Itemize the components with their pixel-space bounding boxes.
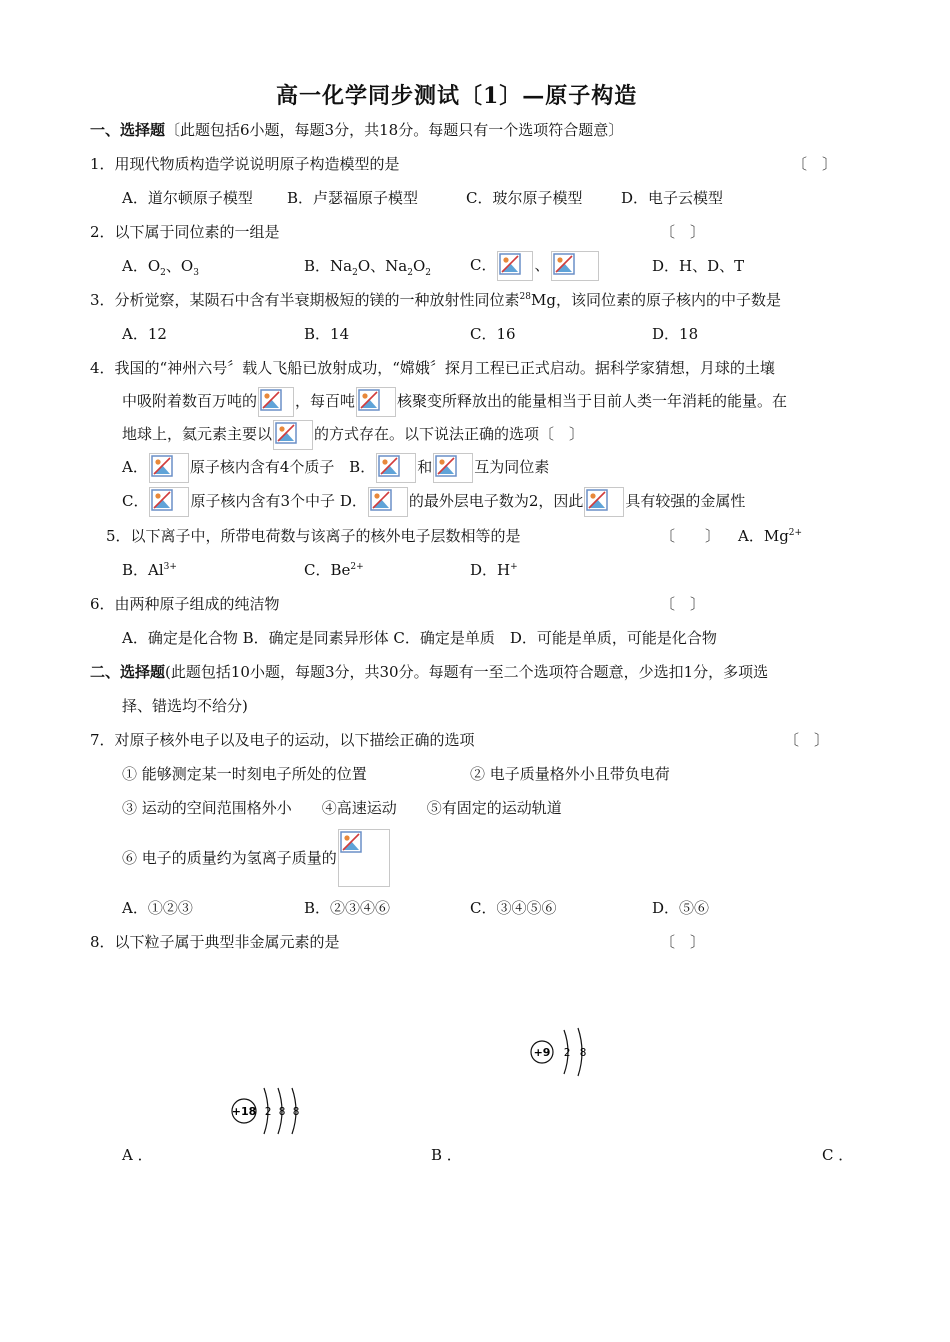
q3-stem: 3．分析觉察，某陨石中含有半衰期极短的镁的一种放射性同位素$^{28}$Mg，该同位素的原子核内的中子数是 (90, 291, 781, 309)
q4-line-1: 4．我国的“神州六号〞载人飞船已放射成功，“嫦娥〞探月工程已正式启动。据科学家猜想，月球的土壤 (90, 359, 775, 377)
broken-image-icon (356, 387, 396, 417)
broken-image-icon (551, 251, 599, 281)
q7-item-2: ② 电子质量格外小且带负电荷 (470, 765, 670, 783)
q6-stem: 6．由两种原子组成的纯洁物 (90, 595, 280, 613)
q4-options-ab: A． 原子核内含有4个质子 B． 和 互为同位素 (122, 451, 549, 483)
atom-diagram-b (528, 1024, 592, 1080)
q7-item-6: ⑥ 电子的质量约为氢离子质量的 (122, 828, 391, 887)
atom-a-shell-1: 2 (264, 1105, 272, 1118)
q7-stem: 7．对原子核外电子以及电子的运动，以下描绘正确的选项 (90, 731, 475, 749)
q6-options: A．确定是化合物 B．确定是同素异形体 C．确定是单质 D．可能是单质，可能是化合物 (122, 629, 717, 647)
q7-item-1: ① 能够测定某一时刻电子所处的位置 (122, 765, 367, 783)
q8-stem: 8．以下粒子属于典型非金属元素的是 (90, 933, 340, 951)
atom-b-nucleus: +9 (533, 1046, 551, 1059)
broken-image-icon (376, 453, 416, 483)
broken-image-icon (258, 387, 294, 417)
q5-option-b: B．$Al^{3+}$ (122, 561, 177, 579)
broken-image-icon (149, 487, 189, 517)
q4-line-3: 地球上，氦元素主要以 的方式存在。以下说法正确的选项〔 〕 (122, 418, 584, 450)
q5-stem: 5．以下离子中，所带电荷数与该离子的核外电子层数相等的是 (106, 527, 521, 545)
q8-option-a: A ． (122, 1146, 153, 1164)
q7-option-d: D．⑤⑥ (652, 899, 710, 917)
q1-option-c: C．玻尔原子模型 (466, 189, 583, 207)
q2-answer-bracket: 〔 〕 (660, 223, 706, 241)
q7-option-c: C．③④⑤⑥ (470, 899, 557, 917)
page-title: 高一化学同步测试〔1〕—原子构造 (276, 83, 638, 109)
q1-option-b: B．卢瑟福原子模型 (287, 189, 419, 207)
atom-b-shell-1: 2 (563, 1046, 571, 1059)
q3-option-c: C．16 (470, 325, 516, 343)
section-1-title: 一、选择题 (90, 121, 166, 139)
section-2-note-cont: 择、错选均不给分) (122, 697, 248, 715)
q7-answer-bracket: 〔 〕 (784, 731, 830, 749)
q3-option-d: D．18 (652, 325, 699, 343)
q5-option-d: D．H+ (470, 561, 518, 579)
broken-image-icon (433, 453, 473, 483)
atom-a-shell-3: 8 (292, 1105, 300, 1118)
q4-options-cd: C． 原子核内含有3个中子 D． 的最外层电子数为2，因此 具有较强的金属性 (122, 485, 745, 517)
section-1-note: 〔此题包括6小题，每题3分，共18分。每题只有一个选项符合题意〕 (165, 121, 624, 139)
q8-option-c: C ． (822, 1146, 854, 1164)
q7-option-b: B．②③④⑥ (304, 899, 391, 917)
q4-line-2: 中吸附着数百万吨的 ，每百吨 核聚变所释放出的能量相当于目前人类一年消耗的能量。在 (122, 385, 787, 417)
q2-option-d: D．H、D、T (652, 257, 745, 275)
q1-stem: 1．用现代物质构造学说说明原子构造模型的是 (90, 155, 400, 173)
broken-image-icon (273, 420, 313, 450)
q1-answer-bracket: 〔 〕 (792, 155, 838, 173)
q8-answer-bracket: 〔 〕 (660, 933, 706, 951)
section-2-title: 二、选择题 (90, 663, 166, 681)
q6-answer-bracket: 〔 〕 (660, 595, 706, 613)
section-2-note: (此题包括10小题，每题3分，共30分。每题有一至二个选项符合题意，少选扣1分，多项选 (165, 663, 769, 681)
q1-option-d: D．电子云模型 (621, 189, 724, 207)
broken-image-icon (584, 487, 624, 517)
atom-diagram-a (228, 1084, 308, 1140)
broken-image-icon (338, 829, 390, 887)
q5-option-c: C．$Be^{2+}$ (304, 561, 364, 579)
q5-answer-bracket: 〔 〕 (660, 527, 721, 545)
q3-option-b: B．14 (304, 325, 350, 343)
q3-option-a: A．12 (122, 325, 167, 343)
atom-a-nucleus: +18 (231, 1105, 257, 1118)
section-2-header (90, 662, 768, 682)
q7-items-3-5: ③ 运动的空间范围格外小 ④高速运动 ⑤有固定的运动轨道 (122, 799, 562, 817)
atom-b-shell-2: 8 (579, 1046, 587, 1059)
q1-option-a: A．道尔顿原子模型 (122, 189, 253, 207)
broken-image-icon (149, 453, 189, 483)
q2-option-a: A．$O_2$、$O_3$ (122, 257, 199, 278)
q5-option-a: A．$Mg^{2+}$ (738, 527, 803, 545)
q2-option-c: C． 、 (470, 249, 600, 281)
q7-option-a: A．①②③ (122, 899, 193, 917)
section-1-header (90, 120, 623, 140)
q2-stem: 2．以下属于同位素的一组是 (90, 223, 280, 241)
q8-option-b: B ． (431, 1146, 462, 1164)
q2-option-b: B．$Na_2O$、$Na_2O_2$ (304, 257, 431, 278)
atom-a-shell-2: 8 (278, 1105, 286, 1118)
broken-image-icon (368, 487, 408, 517)
broken-image-icon (497, 251, 533, 281)
